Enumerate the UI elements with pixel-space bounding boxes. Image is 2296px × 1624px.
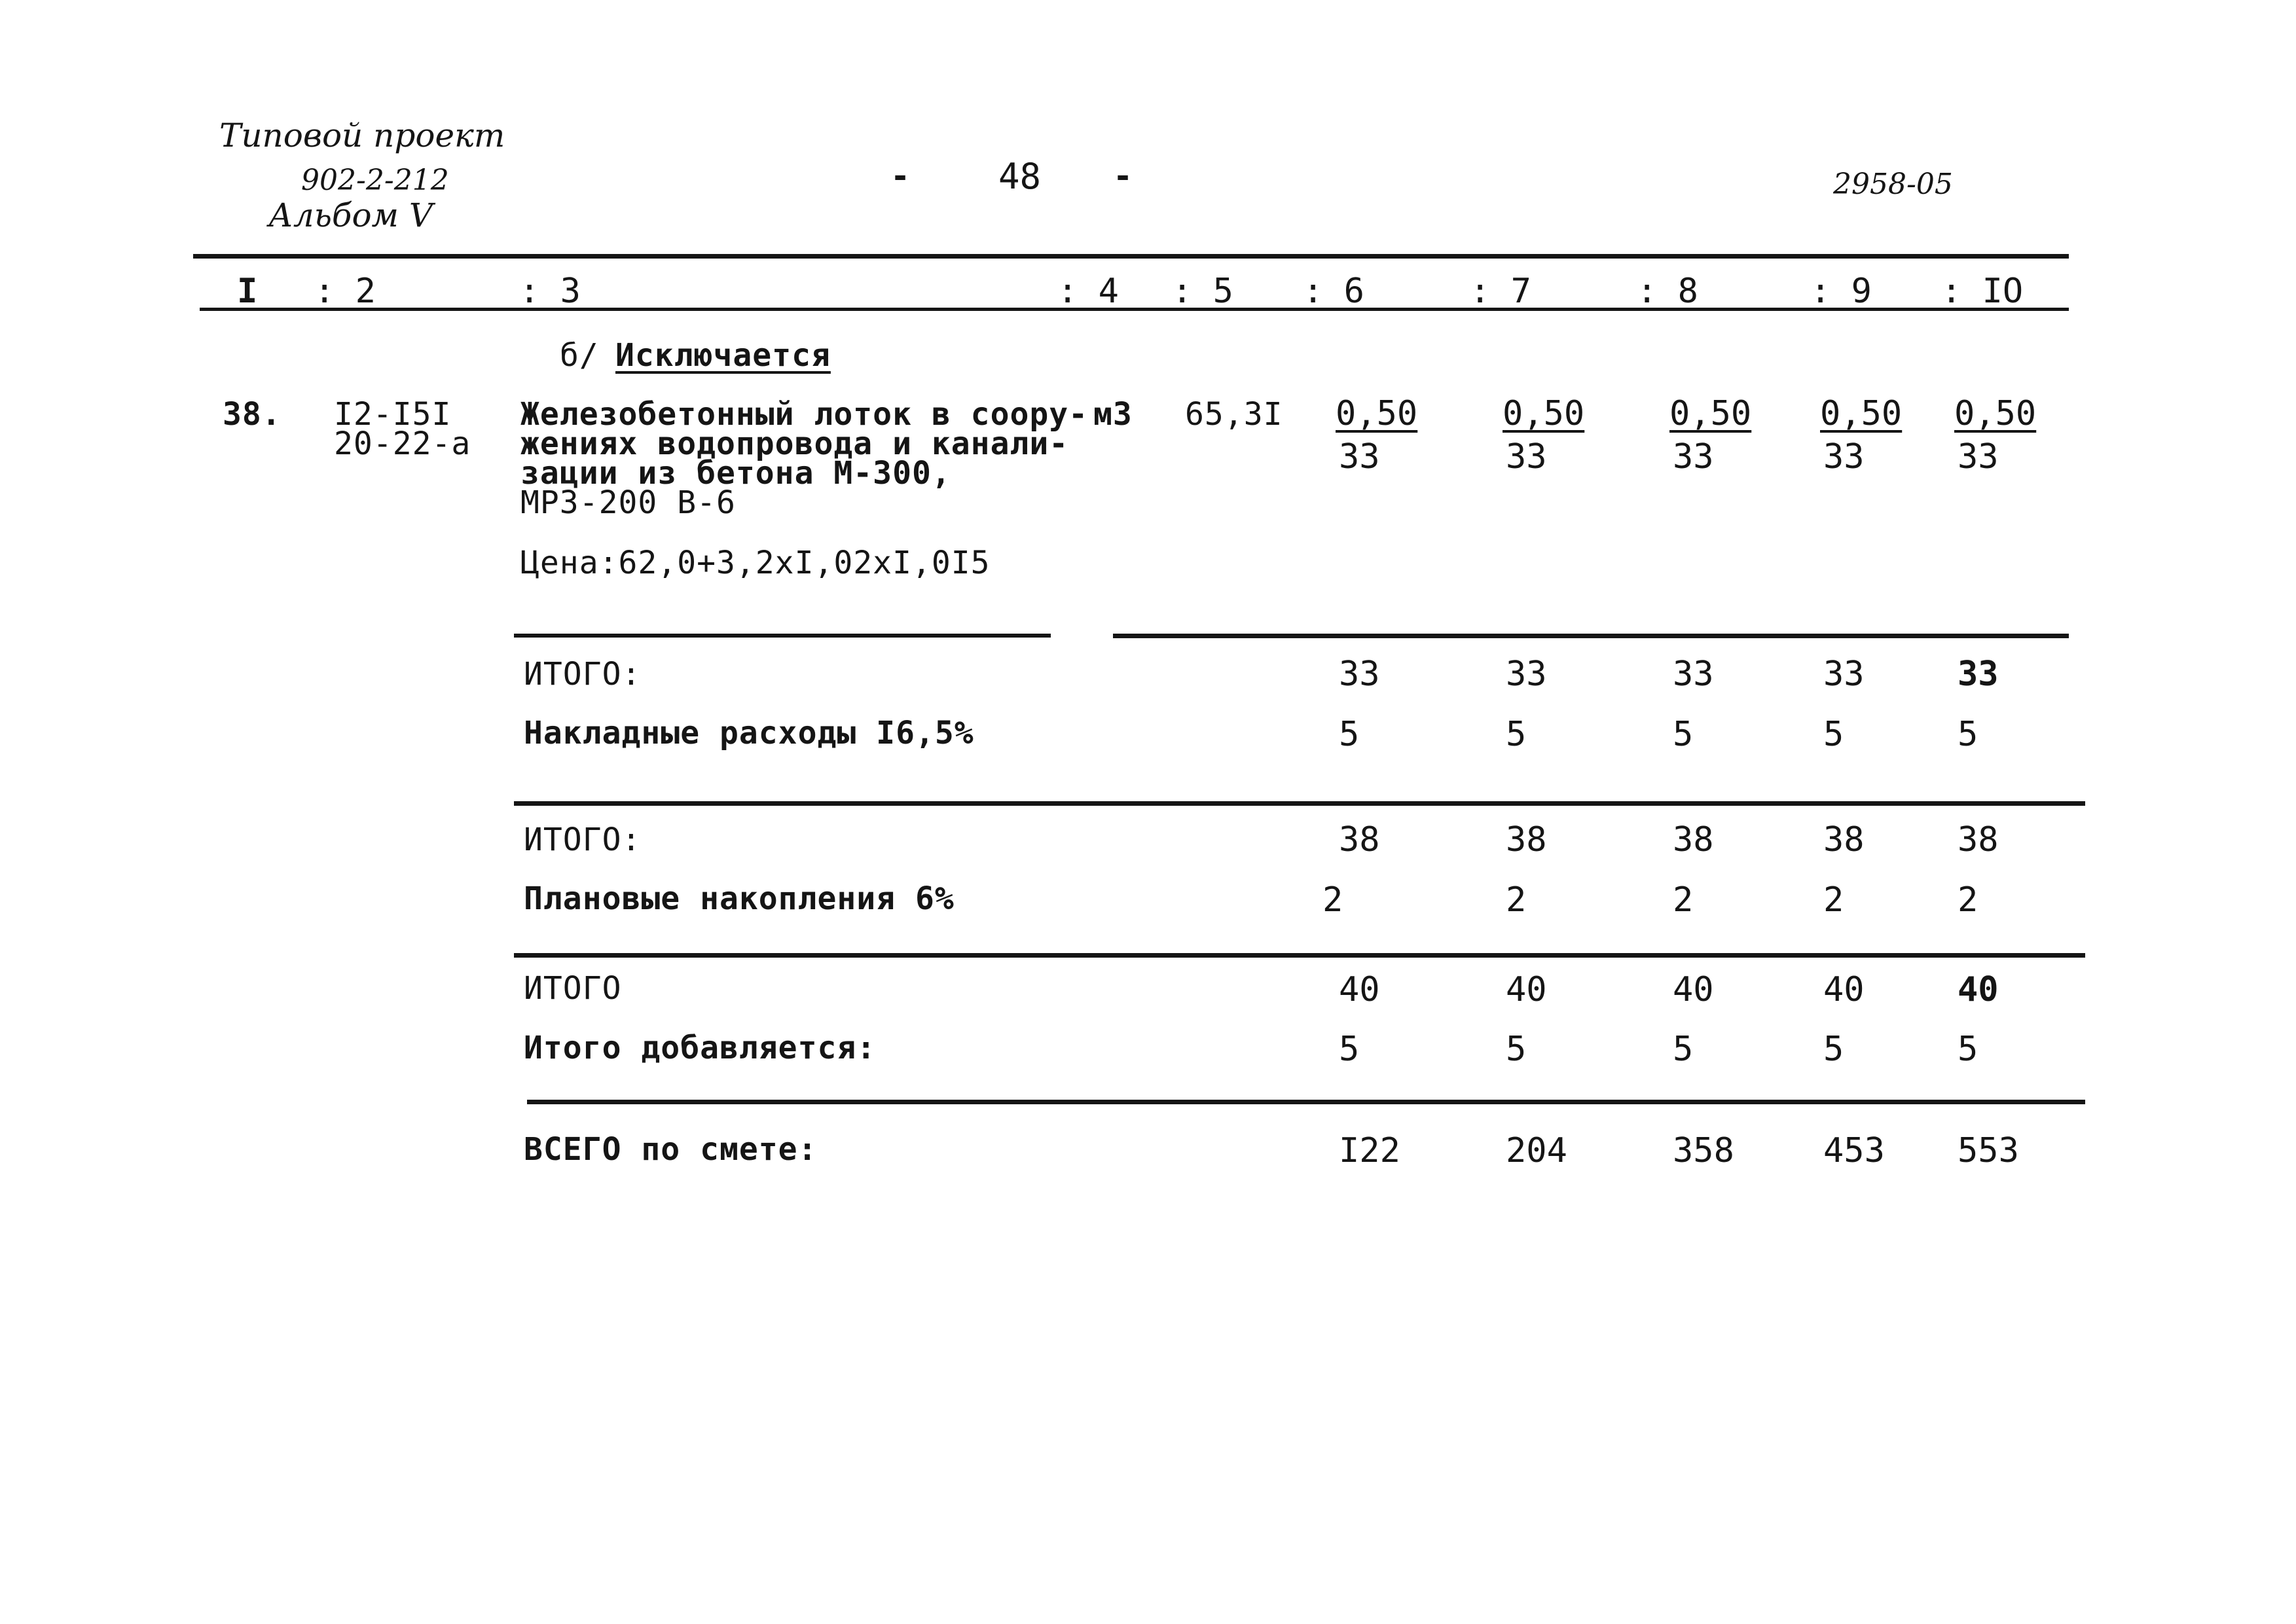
itogo1-col-9: 33 [1823,655,1865,694]
itogo2-col-10: 38 [1958,820,1999,859]
qty-col-10: 0,50 [1954,394,2037,433]
planned-col-6: 2 [1322,880,1343,920]
grand-total-col-9: 453 [1823,1131,1885,1170]
itogo1-col-8: 33 [1673,655,1714,694]
page-dash-left: - [890,157,911,195]
item-desc-line-4: МРЗ-200 В-6 [520,484,736,521]
planned-col-7: 2 [1506,880,1527,920]
doc-code: 2958-05 [1833,168,1953,201]
item-desc-line-1: Железобетонный лоток в соору- [520,396,1089,433]
col-header-6: : 6 [1303,272,1364,311]
item-code-line-2: 20-22-а [334,425,471,462]
item-unit-price: 65,3I [1185,396,1283,433]
grand-total-col-10: 553 [1958,1131,2019,1170]
amount-col-8: 33 [1673,437,1714,477]
overhead-col-9: 5 [1823,715,1844,754]
header-bottom-rule [200,308,2069,311]
qty-col-6: 0,50 [1336,394,1418,433]
col-header-7: : 7 [1470,272,1531,311]
price-formula: Цена:62,0+3,2хI,02хI,0I5 [520,545,991,581]
col-header-1: I [237,272,258,311]
added-label: Итого добавляется: [524,1030,877,1066]
grand-total-label: ВСЕГО по смете: [524,1131,818,1168]
itogo1-label: ИТОГО: [524,656,642,693]
overhead-col-10: 5 [1958,715,1978,754]
stamp-line-2: 902-2-212 [301,164,449,197]
itogo1-col-7: 33 [1506,655,1547,694]
item-number: 38. [223,396,282,433]
grand-total-col-8: 358 [1673,1131,1734,1170]
itogo3-col-6: 40 [1339,970,1380,1009]
item-desc-line-2: жениях водопровода и канали- [520,425,1069,462]
col-header-9: : 9 [1810,272,1872,311]
itogo2-col-7: 38 [1506,820,1547,859]
rule-grand-total [527,1100,2085,1104]
page-number: 48 [998,156,1042,197]
col-header-2: : 2 [314,272,376,311]
planned-col-9: 2 [1823,880,1844,920]
rule-itogo1-left [514,634,1051,638]
rule-itogo2 [514,801,2085,806]
overhead-col-7: 5 [1506,715,1527,754]
added-col-6: 5 [1339,1030,1360,1069]
overhead-label: Накладные расходы I6,5% [524,715,974,751]
stamp-line-3: Альбом V [268,196,433,234]
header-top-rule [193,254,2069,259]
itogo2-col-6: 38 [1339,820,1380,859]
col-header-8: : 8 [1637,272,1698,311]
planned-label: Плановые накопления 6% [524,880,955,917]
grand-total-col-7: 204 [1506,1131,1567,1170]
item-code-line-1: I2-I5I [334,396,452,433]
itogo3-col-9: 40 [1823,970,1865,1009]
item-unit: м3 [1093,396,1133,433]
item-desc-line-3: зации из бетона М-300, [520,455,951,492]
added-col-7: 5 [1506,1030,1527,1069]
overhead-col-8: 5 [1673,715,1694,754]
planned-col-10: 2 [1958,880,1978,920]
rule-itogo3 [514,953,2085,958]
added-col-9: 5 [1823,1030,1844,1069]
qty-col-9: 0,50 [1820,394,1903,433]
rule-itogo1-right [1113,634,2069,638]
planned-col-8: 2 [1673,880,1694,920]
itogo3-col-7: 40 [1506,970,1547,1009]
itogo3-col-8: 40 [1673,970,1714,1009]
itogo2-col-9: 38 [1823,820,1865,859]
itogo1-col-10: 33 [1958,655,1999,694]
itogo1-col-6: 33 [1339,655,1380,694]
overhead-col-6: 5 [1339,715,1360,754]
amount-col-10: 33 [1958,437,1999,477]
amount-col-6: 33 [1339,437,1380,477]
page-dash-right: - [1113,157,1133,195]
stamp-line-1: Типовой проект [219,117,505,154]
section-b-label: б/ [560,337,599,374]
col-header-10: : IO [1941,272,2024,311]
added-col-8: 5 [1673,1030,1694,1069]
itogo2-col-8: 38 [1673,820,1714,859]
amount-col-9: 33 [1823,437,1865,477]
col-header-4: : 4 [1057,272,1119,311]
itogo3-label: ИТОГО [524,970,622,1007]
itogo3-col-10: 40 [1958,970,1999,1009]
added-col-10: 5 [1958,1030,1978,1069]
qty-col-7: 0,50 [1503,394,1585,433]
grand-total-col-6: I22 [1339,1131,1400,1170]
amount-col-7: 33 [1506,437,1547,477]
col-header-3: : 3 [519,272,581,311]
section-b-title: Исключается [615,337,831,374]
col-header-5: : 5 [1172,272,1233,311]
itogo2-label: ИТОГО: [524,821,642,858]
qty-col-8: 0,50 [1669,394,1752,433]
